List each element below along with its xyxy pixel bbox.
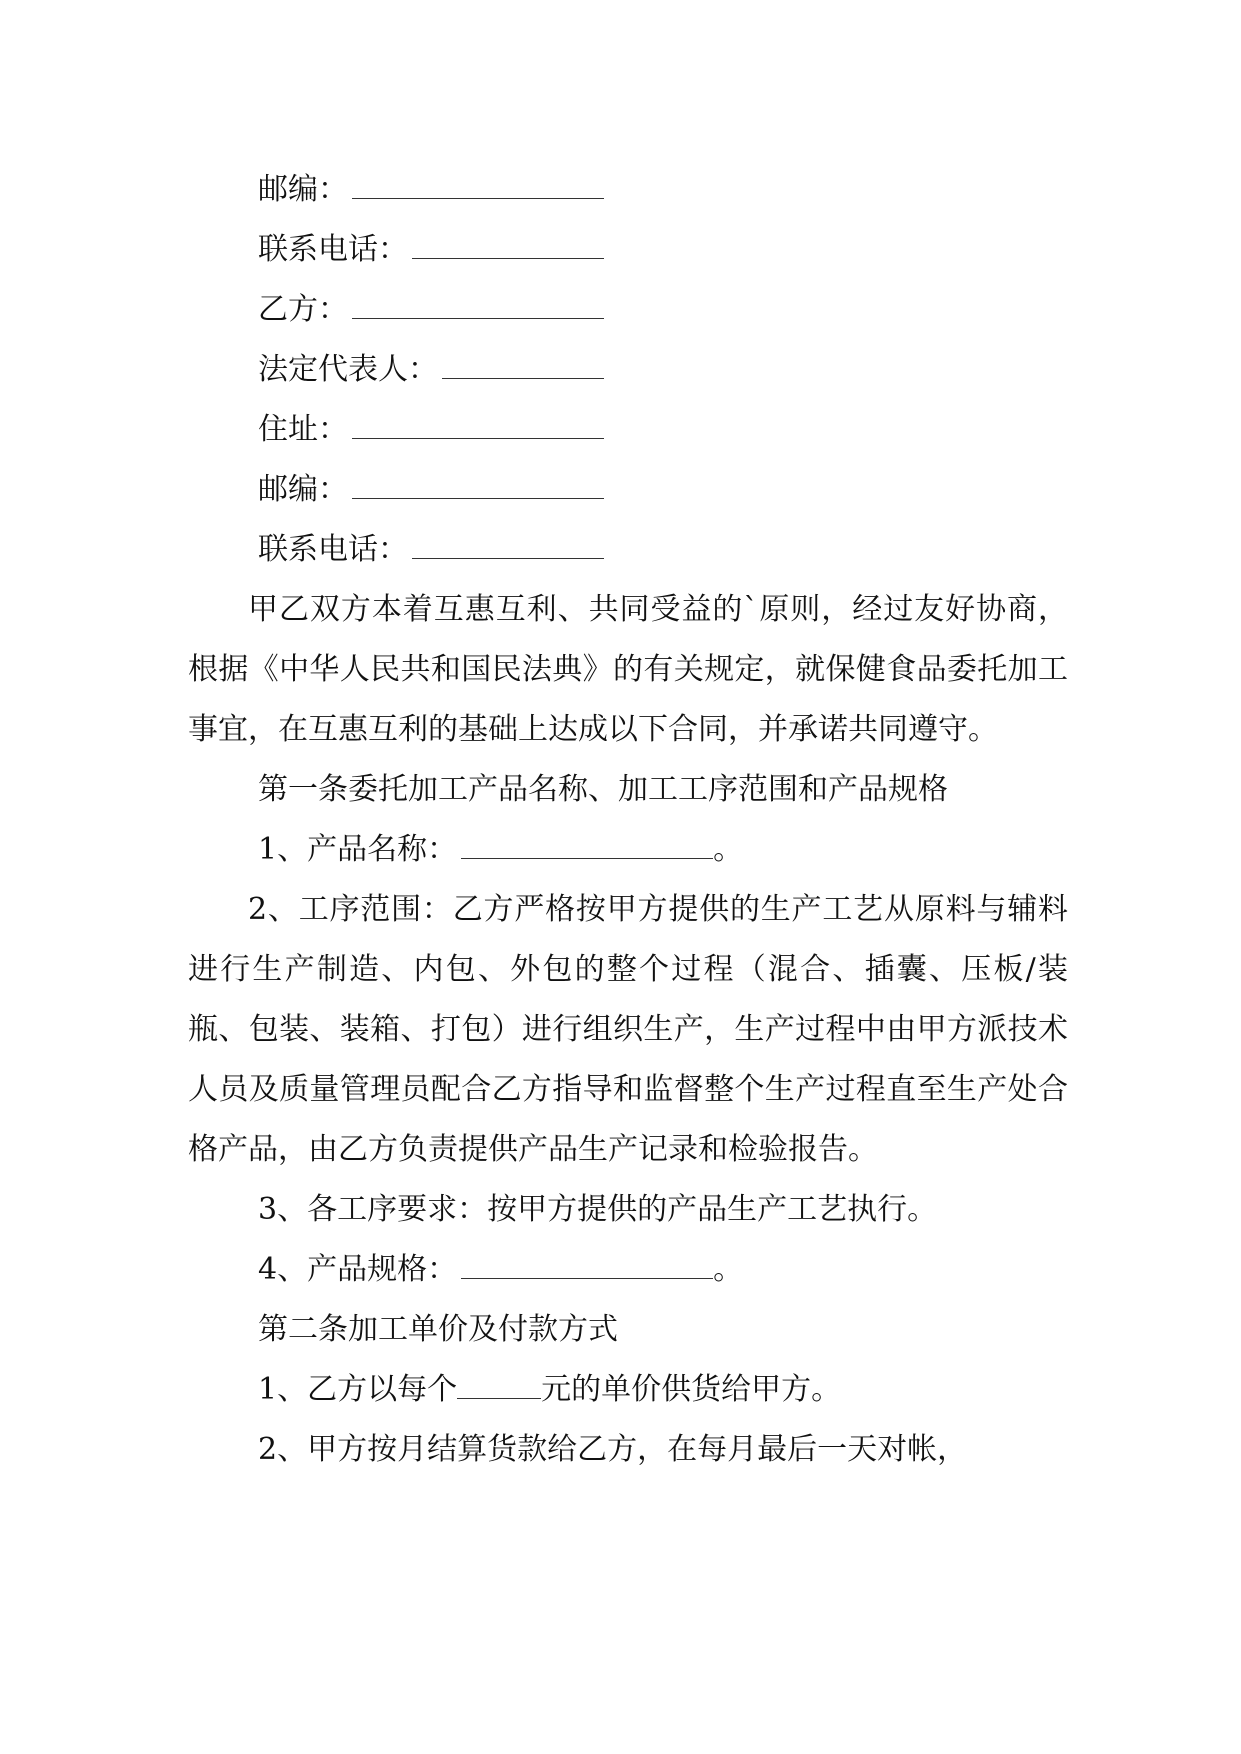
unit-price-suffix: 元的单价供货给甲方。 xyxy=(541,1372,842,1407)
party-b-postcode-row xyxy=(188,460,1068,520)
product-spec-label: 4、产品规格： xyxy=(258,1252,458,1287)
phone-label: 联系电话： xyxy=(258,232,408,267)
postcode-label: 邮编： xyxy=(258,172,348,207)
preamble-paragraph xyxy=(188,580,1068,760)
legal-rep-label: 法定代表人： xyxy=(258,352,438,387)
party-b-rep-row xyxy=(188,340,1068,400)
phone-blank[interactable] xyxy=(412,228,604,259)
legal-rep-blank[interactable] xyxy=(442,348,604,379)
party-a-postcode-row xyxy=(188,160,1068,220)
party-b-name-row xyxy=(188,280,1068,340)
phone-label: 联系电话： xyxy=(258,532,408,567)
party-a-phone-row xyxy=(188,220,1068,280)
article2-item1 xyxy=(188,1360,1068,1420)
product-name-suffix: 。 xyxy=(713,832,744,867)
unit-price-prefix: 1、乙方以每个 xyxy=(258,1372,458,1407)
product-name-blank[interactable] xyxy=(461,828,713,859)
article2-heading: 第二条加工单价及付款方式 xyxy=(258,1312,618,1347)
product-name-label: 1、产品名称： xyxy=(258,832,458,867)
party-b-phone-row xyxy=(188,520,1068,580)
address-label: 住址： xyxy=(258,412,348,447)
article2-item2: 2、甲方按月结算货款给乙方，在每月最后一天对帐， xyxy=(258,1432,968,1467)
postcode-blank[interactable] xyxy=(352,168,604,199)
process-scope-text: 2、工序范围：乙方严格按甲方提供的生产工艺从原料与辅料进行生产制造、内包、外包的整个过程（混合、插囊、压板/装瓶、包装、装箱、打包）进行组织生产，生产过程中由甲方派技术人员及质量管理员配合乙方指导和监督整个生产过程直至生产处合格产品，由乙方负责提供产品生产记录和检验报告。 xyxy=(188,892,1068,1167)
article1-heading: 第一条委托加工产品名称、加工工序范围和产品规格 xyxy=(258,772,948,807)
postcode-blank[interactable] xyxy=(352,468,604,499)
party-b-label: 乙方： xyxy=(258,292,348,327)
document-body xyxy=(188,160,1068,1480)
phone-blank[interactable] xyxy=(412,528,604,559)
product-spec-blank[interactable] xyxy=(461,1248,713,1279)
article1-item2 xyxy=(188,880,1068,1180)
product-spec-suffix: 。 xyxy=(713,1252,744,1287)
article1-item1 xyxy=(188,820,1068,880)
party-b-address-row xyxy=(188,400,1068,460)
party-b-blank[interactable] xyxy=(352,288,604,319)
article1-item3: 3、各工序要求：按甲方提供的产品生产工艺执行。 xyxy=(258,1192,938,1227)
unit-price-blank[interactable] xyxy=(457,1368,541,1399)
article1-item4 xyxy=(188,1240,1068,1300)
preamble-text: 甲乙双方本着互惠互利、共同受益的`原则，经过友好协商，根据《中华人民共和国民法典》的有关规定，就保健食品委托加工事宜，在互惠互利的基础上达成以下合同，并承诺共同遵守。 xyxy=(188,592,1068,747)
address-blank[interactable] xyxy=(352,408,604,439)
postcode-label: 邮编： xyxy=(258,472,348,507)
